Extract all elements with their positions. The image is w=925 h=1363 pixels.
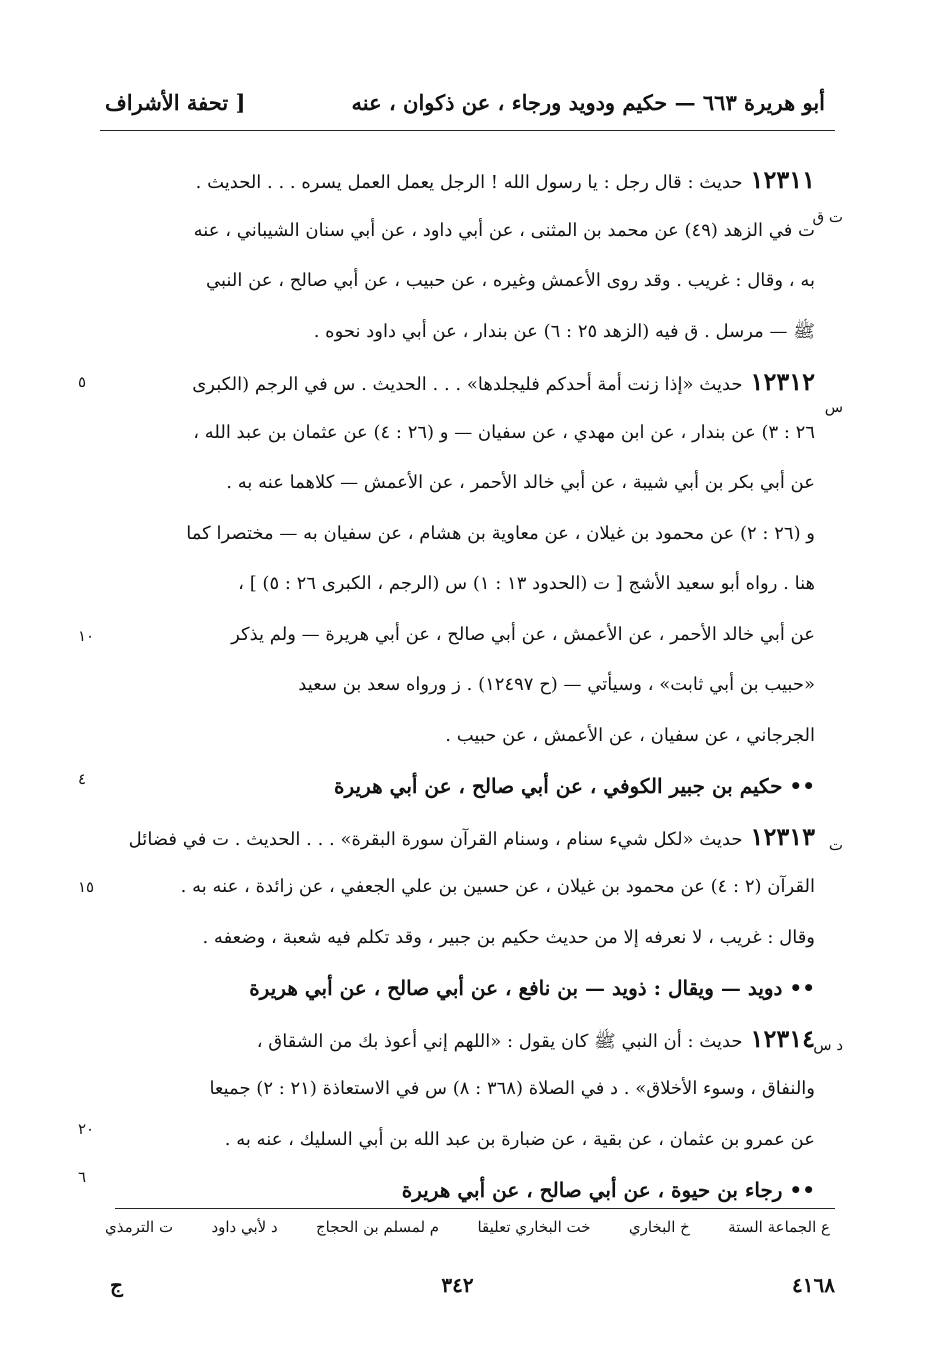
hadith-entry-line [110, 822, 815, 855]
legend-item: خت البخاري تعليقا [477, 1218, 591, 1236]
hadith-number: ١٢٣١١ [750, 165, 815, 194]
text-line [110, 872, 815, 902]
legend-item: خ البخاري [628, 1218, 690, 1236]
line-text: و (٢٦ : ٢) عن محمود بن غيلان ، عن معاوية بن هشام ، عن سفيان به — مختصرا كما [186, 522, 815, 544]
narrator-chain-heading [110, 973, 815, 1003]
page-footer [110, 1270, 835, 1300]
margin-line-number: ١٠ [78, 627, 95, 645]
page-number: ٣٤٢ [441, 1273, 474, 1297]
legend-item: د لأبي داود [211, 1218, 278, 1236]
header-book-title: [ تحفة الأشراف [105, 89, 246, 115]
line-text: حديث «لكل شيء سنام ، وسنام القرآن سورة البقرة» . . . الحديث . ت في فضائل [128, 828, 743, 850]
line-text: به ، وقال : غريب . وقد روى الأعمش وغيره ، عن حبيب ، عن أبي صالح ، عن النبي [206, 270, 815, 291]
margin-line-number: ٦ [78, 1168, 87, 1186]
line-text: القرآن (٢ : ٤) عن محمود بن غيلان ، عن حسين بن علي الجعفي ، عن زائدة ، عنه به . [180, 876, 815, 897]
hadith-entry-line [110, 165, 815, 198]
margin-source-code: ت [828, 836, 843, 854]
line-text: «حبيب بن أبي ثابت» ، وسيأتي — (ح ١٢٤٩٧) . ز ورواه سعد بن سعيد [298, 674, 815, 695]
header-title: أبو هريرة ٦٦٣ — حكيم ودويد ورجاء ، عن ذكوان ، عنه [351, 89, 825, 115]
text-line [110, 519, 815, 549]
line-text: حديث : أن النبي ﷺ كان يقول : «اللهم إني أعوذ بك من الشقاق ، [256, 1030, 743, 1052]
hadith-number: ١٢٣١٣ [750, 821, 815, 851]
line-text: ﷺ — مرسل . ق فيه (الزهد ٢٥ : ٦) عن بندار ، عن أبي داود نحوه . [313, 320, 815, 342]
line-text: عن أبي خالد الأحمر ، عن الأعمش ، عن أبي صالح ، عن أبي هريرة — ولم يذكر [231, 623, 815, 645]
hadith-number: ١٢٣١٢ [750, 367, 815, 396]
text-line [110, 569, 815, 599]
hadith-number: ١٢٣١٤ [750, 1023, 815, 1053]
line-text: هنا . رواه أبو سعيد الأشج [ ت (الحدود ١٣ : ١) س (الرجم ، الكبرى ٢٦ : ٥) ] ، [238, 573, 815, 594]
line-text: الجرجاني ، عن سفيان ، عن الأعمش ، عن حبيب . [445, 724, 815, 746]
volume-signature: ج [110, 1273, 123, 1297]
text-line [110, 1125, 815, 1155]
line-text: •• حكيم بن جبير الكوفي ، عن أبي صالح ، عن أبي هريرة [334, 774, 815, 798]
hadith-range-number: ٤١٦٨ [792, 1273, 835, 1297]
legend-item: ع الجماعة الستة [728, 1218, 830, 1236]
narrator-chain-heading [110, 771, 815, 801]
margin-source-code: ت ق [812, 208, 843, 226]
margin-source-code: د س [813, 1036, 843, 1054]
text-line [110, 620, 815, 650]
footer-divider [115, 1208, 835, 1209]
legend-item: ت الترمذي [105, 1218, 174, 1236]
hadith-entry-line [110, 367, 815, 400]
margin-line-number: ٢٠ [78, 1120, 95, 1138]
line-text: والنفاق ، وسوء الأخلاق» . د في الصلاة (٣٦٨ : ٨) س في الاستعاذة (٢١ : ٢) جميعا [209, 1078, 815, 1099]
header-divider [100, 130, 835, 131]
line-text: حديث «إذا زنت أمة أحدكم فليجلدها» . . . الحديث . س في الرجم (الكبرى [192, 374, 743, 395]
text-line [110, 266, 815, 296]
text-line [110, 418, 815, 448]
margin-line-number: ٤ [78, 770, 87, 788]
running-header [105, 80, 825, 124]
text-line [110, 923, 815, 953]
hadith-entry-line [110, 1024, 815, 1057]
text-line [110, 721, 815, 751]
narrator-chain-heading [110, 1175, 815, 1205]
abbreviation-legend [105, 1218, 830, 1236]
line-text: ٢٦ : ٣) عن بندار ، عن ابن مهدي ، عن سفيان — و (٢٦ : ٤) عن عثمان بن عبد الله ، [193, 421, 815, 443]
margin-line-number: ١٥ [78, 878, 95, 896]
line-text: ت في الزهد (٤٩) عن محمد بن المثنى ، عن أبي داود ، عن أبي سنان الشيباني ، عنه [193, 219, 815, 241]
line-text: حديث : قال رجل : يا رسول الله ! الرجل يعمل العمل يسره . . . الحديث . [195, 172, 743, 193]
line-text: وقال : غريب ، لا نعرفه إلا من حديث حكيم بن جبير ، وقد تكلم فيه شعبة ، وضعفه . [202, 926, 815, 948]
text-line [110, 1074, 815, 1104]
text-line [110, 317, 815, 347]
margin-line-number: ٥ [78, 373, 87, 391]
text-line [110, 468, 815, 498]
line-text: •• دويد — ويقال : ذويد — بن نافع ، عن أبي صالح ، عن أبي هريرة [249, 976, 815, 1000]
text-line [110, 216, 815, 246]
legend-item: م لمسلم بن الحجاج [315, 1218, 440, 1236]
margin-source-code: س [824, 398, 843, 416]
line-text: عن عمرو بن عثمان ، عن بقية ، عن ضبارة بن عبد الله بن أبي السليك ، عنه به . [224, 1128, 815, 1150]
line-text: عن أبي بكر بن أبي شيبة ، عن أبي خالد الأحمر ، عن الأعمش — كلاهما عنه به . [226, 472, 815, 493]
text-line [110, 670, 815, 700]
line-text: •• رجاء بن حيوة ، عن أبي صالح ، عن أبي هريرة [401, 1178, 815, 1202]
